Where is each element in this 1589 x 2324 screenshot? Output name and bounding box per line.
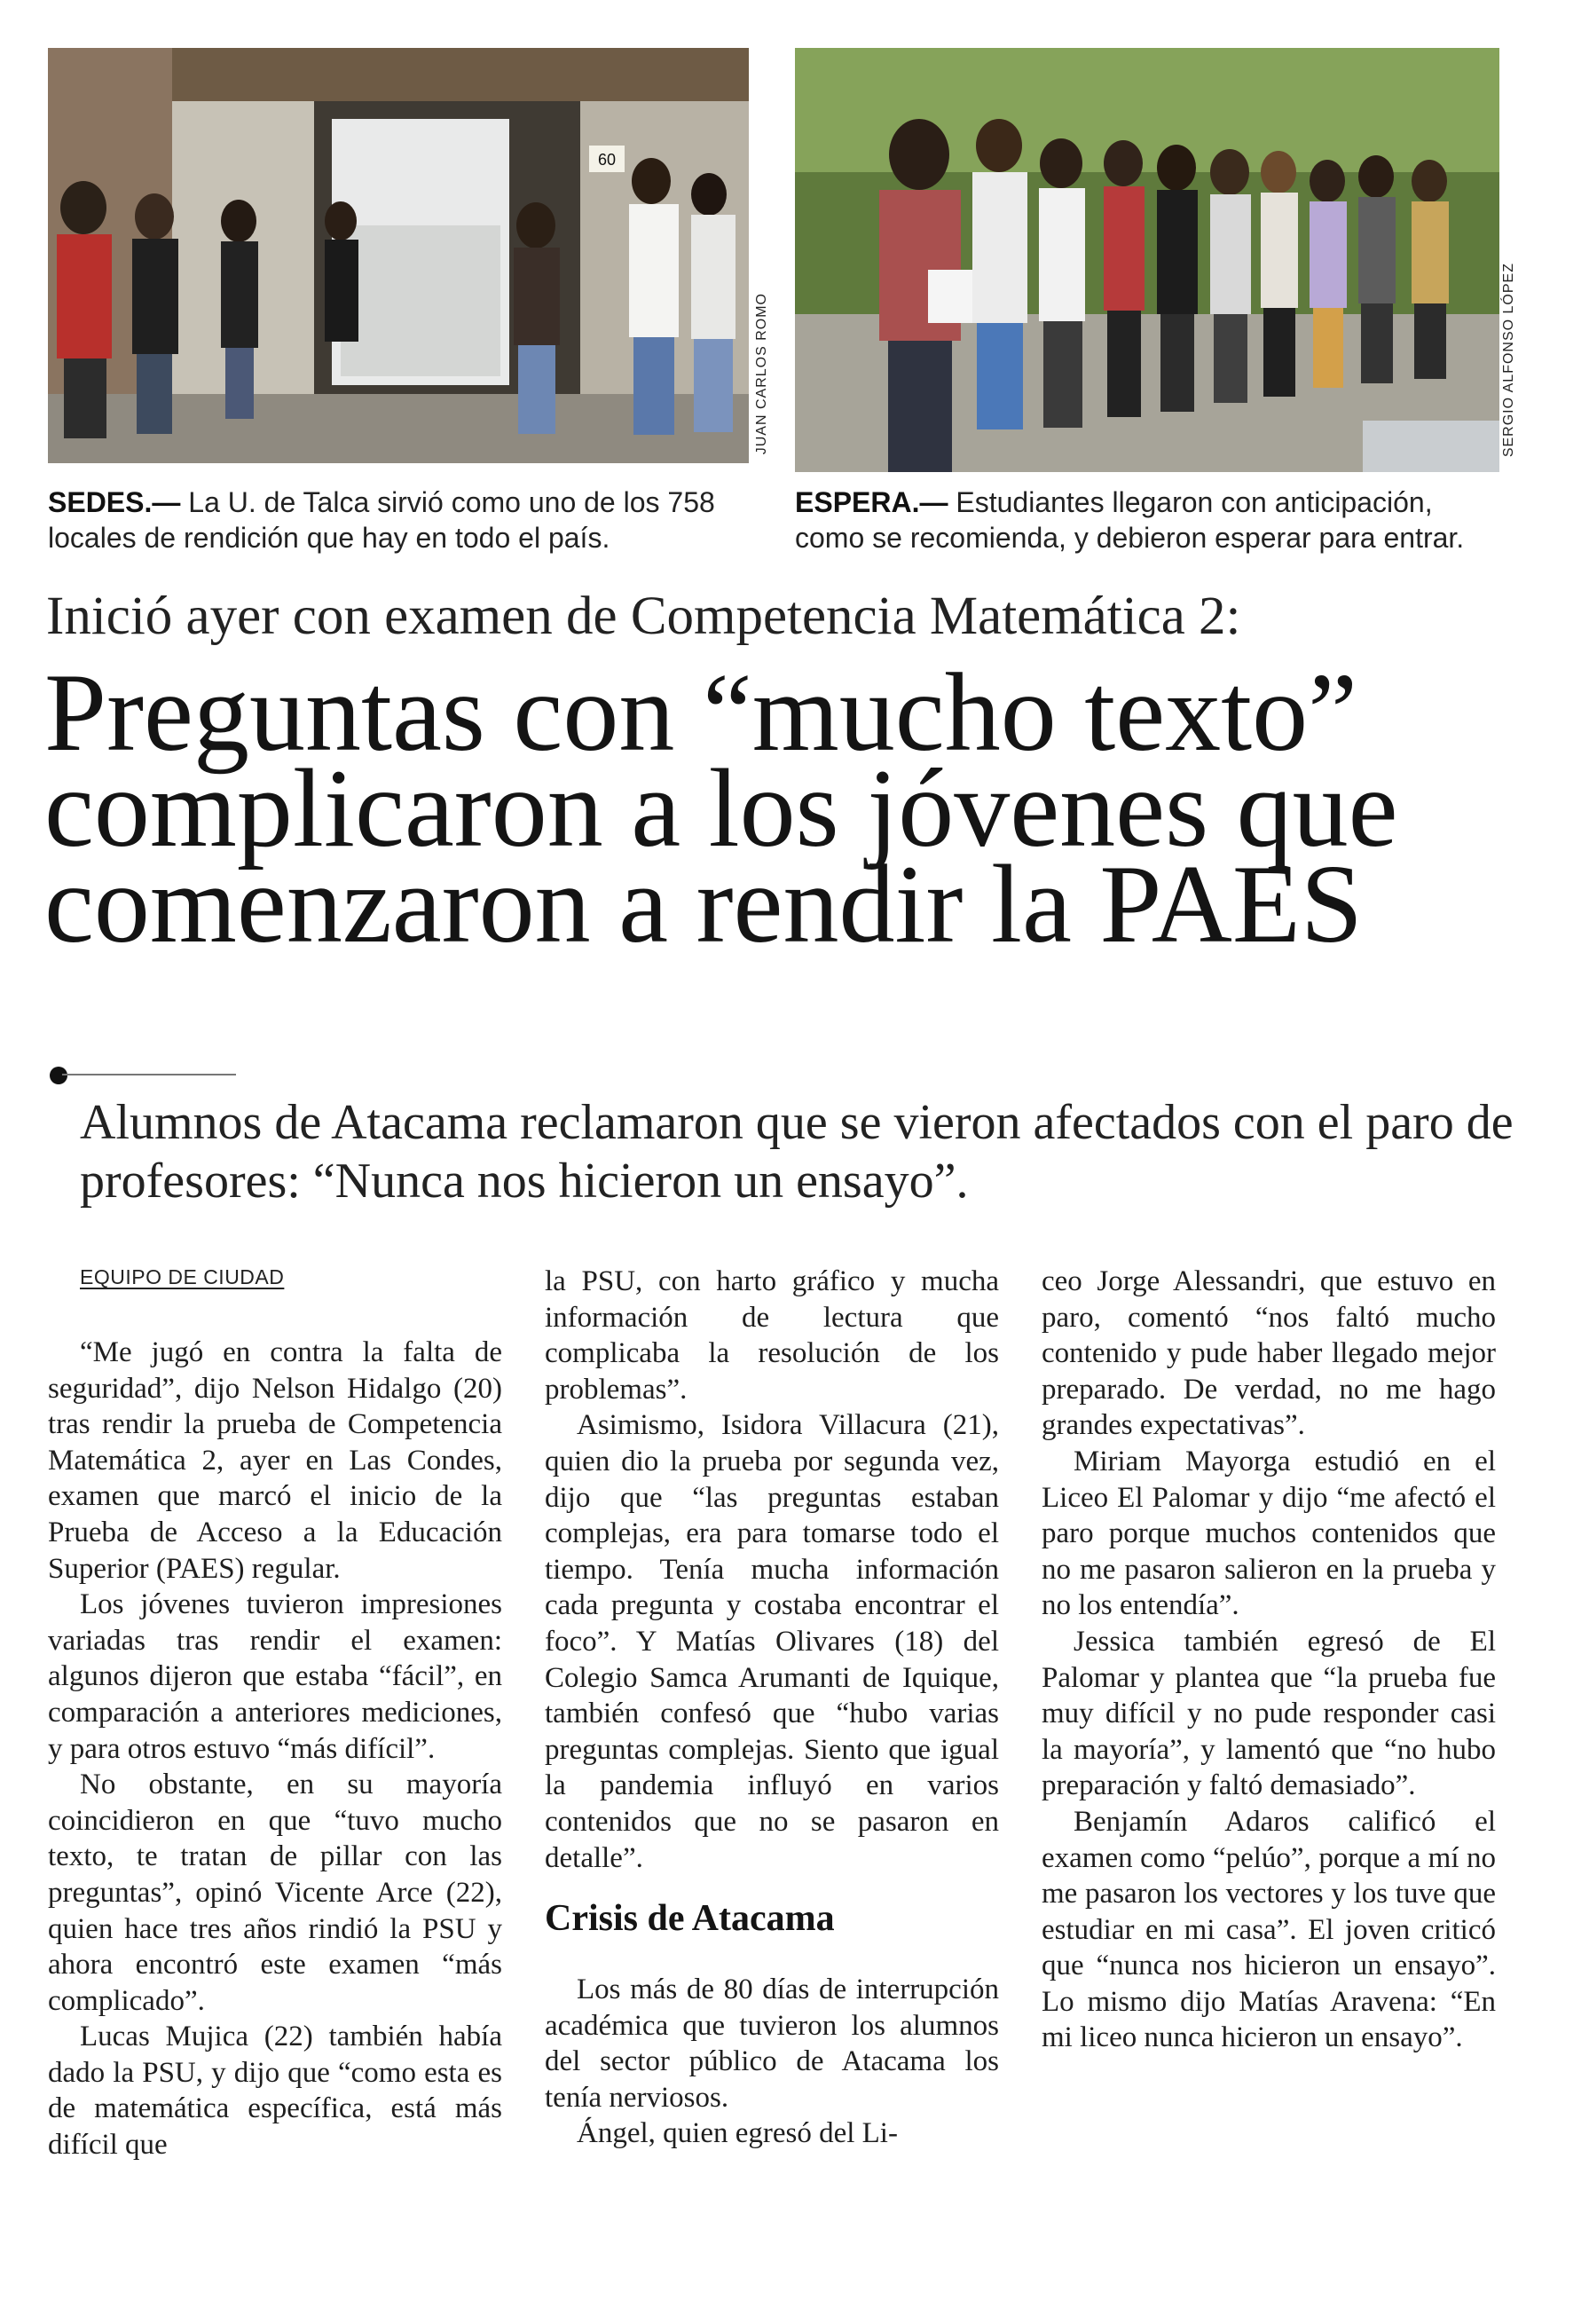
- photo-sedes: [48, 48, 749, 463]
- paragraph: ceo Jorge Alessandri, que estuvo en paro, comentó “nos faltó mucho contenido y pude haber llegado mejor preparado. De verdad, no me hago grandes expectativas”.: [1042, 1265, 1496, 1442]
- caption-label: SEDES.—: [48, 486, 181, 518]
- paragraph: Lucas Mujica (22) también había dado la PSU, y dijo que “como esta es de matemática específica, está más difícil que: [48, 2021, 502, 2162]
- paragraph: Benjamín Adaros calificó el examen como “pelúo”, porque a mí no me pasaron los vectores y los tuve que estudiar en mi casa”. El joven criticó que “nunca nos hicieron un ensayo”. Lo mismo dijo Matías Aravena: “En mi liceo nunca hicieron un ensayo”.: [1042, 1805, 1496, 2054]
- article-column-2: [545, 1264, 999, 2152]
- paragraph: Ángel, quien egresó del Li-: [577, 2117, 898, 2150]
- photo-credit-1: JUAN CARLOS ROMO: [754, 293, 769, 455]
- byline: EQUIPO DE CIUDAD: [80, 1265, 285, 1288]
- headline-line: complicaron a los jóvenes que: [44, 747, 1398, 871]
- photo-sedes-scene: [48, 48, 749, 463]
- paragraph: No obstante, en su mayoría coincidieron en que “tuvo mucho texto, te tratan de pillar con las preguntas”, opinó Vicente Arce (22), quien hace tres años rindió la PSU y ahora encontró este examen “más complicado”.: [48, 1769, 502, 2017]
- headline-line: Preguntas con “mucho texto”: [44, 651, 1358, 775]
- photo-espera-scene: [795, 48, 1499, 472]
- article-column-1: [48, 1335, 502, 2163]
- caption-label: ESPERA.—: [795, 486, 948, 518]
- paragraph: “Me jugó en contra la falta de seguridad”, dijo Nelson Hidalgo (20) tras rendir la prueba de Competencia Matemática 2, ayer en Las Condes, examen que marcó el inicio de la Prueba de Acceso a la Educación Superior (PAES) regular.: [48, 1336, 502, 1585]
- photo-espera: [795, 48, 1499, 472]
- room-sign-number: 60: [597, 151, 617, 169]
- photo-caption-2: [795, 484, 1505, 555]
- paragraph: Jessica también egresó de El Palomar y plantea que “la prueba fue muy difícil y no pude responder casi la mayoría”, y lamentó que “no hubo preparación y faltó demasiado”.: [1042, 1625, 1496, 1802]
- paragraph: Los jóvenes tuvieron impresiones variadas tras rendir el examen: algunos dijeron que estaba “fácil”, en comparación a anteriores mediciones, y para otros estuvo “más difícil”.: [48, 1588, 502, 1765]
- rule-bullet: [50, 1067, 67, 1084]
- paragraph: Asimismo, Isidora Villacura (21), quien dio la prueba por segunda vez, dijo que “las preguntas estaban complejas, era para tomarse todo el tiempo. Tenía mucha información cada pregunta y costaba encontrar el foco”. Y Matías Olivares (18) del Colegio Samca Arumanti de Iquique, también confesó que “hubo varias preguntas complejas. Siento que igual la pandemia influyó en varios contenidos que no se pasaron en detalle”.: [545, 1409, 999, 1874]
- photo-credit-2: SERGIO ALFONSO LÓPEZ: [1501, 263, 1516, 458]
- article-column-3: [1042, 1264, 1496, 2056]
- section-subhead: Crisis de Atacama: [545, 1898, 835, 1940]
- headline-line: comenzaron a rendir la PAES: [44, 843, 1363, 966]
- paragraph: Miriam Mayorga estudió en el Liceo El Palomar y dijo “me afectó el paro porque muchos contenidos que no me pasaron salieron en la prueba y no los entendía”.: [1042, 1445, 1496, 1622]
- paragraph: Los más de 80 días de interrupción académica que tuvieron los alumnos del sector público de Atacama los tenía nerviosos.: [545, 1973, 999, 2114]
- caption-text: Estudiantes llegaron con anticipación, como se recomienda, y debieron esperar para entrar.: [795, 486, 1465, 554]
- kicker: Inició ayer con examen de Competencia Matemática 2:: [46, 587, 1241, 646]
- photo-caption-1: [48, 484, 752, 555]
- rule-divider: [62, 1074, 236, 1075]
- caption-text: La U. de Talca sirvió como uno de los 758 locales de rendición que hay en todo el país.: [48, 486, 715, 554]
- paragraph: la PSU, con harto gráfico y mucha información de lectura que complicaba la resolución de los problemas”.: [545, 1265, 999, 1406]
- headline: [44, 651, 1553, 966]
- deck: Alumnos de Atacama reclamaron que se vieron afectados con el paro de profesores: “Nunca nos hicieron un ensayo”.: [80, 1095, 1514, 1209]
